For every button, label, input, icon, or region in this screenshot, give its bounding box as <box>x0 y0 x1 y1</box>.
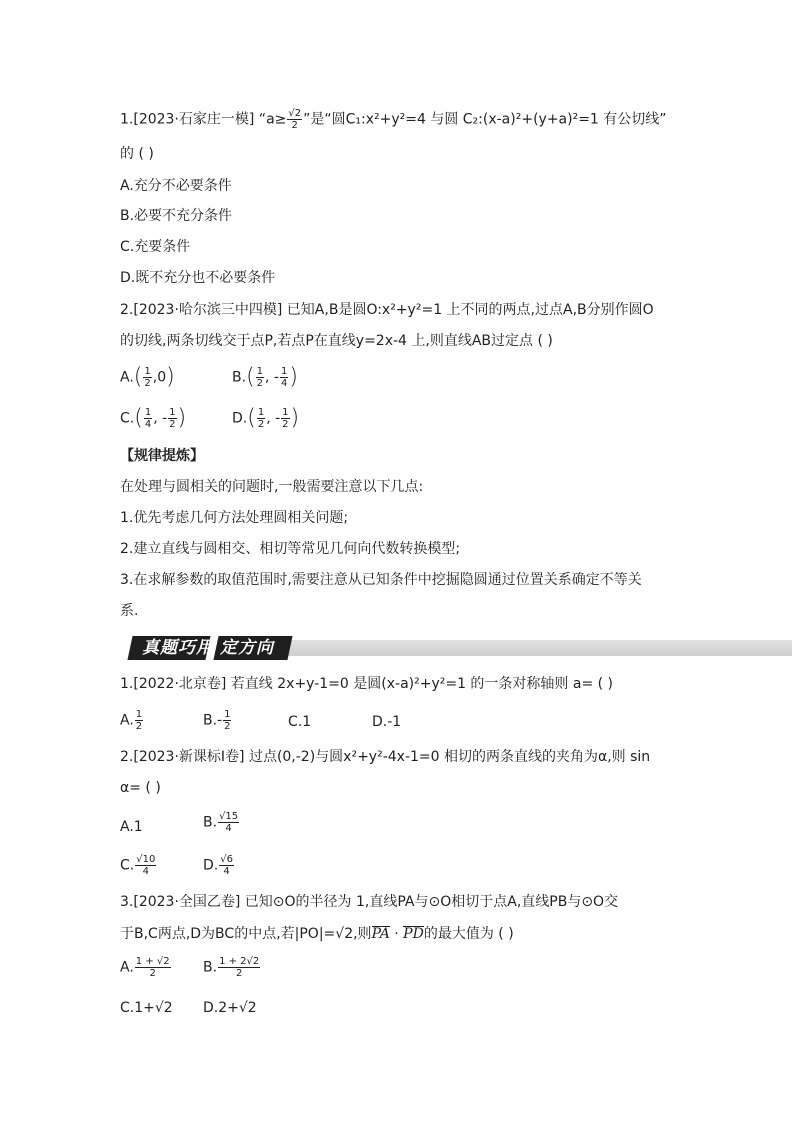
q2-opt-a-rest: ,0 <box>152 369 167 386</box>
p3-opt-a-prefix: A. <box>120 959 134 976</box>
q2-opt-c-prefix: C. <box>120 410 135 427</box>
q1-frac-num: √2 <box>288 108 302 119</box>
left-paren: ( <box>133 364 143 390</box>
p3-stem-line1: 3.[2023·全国乙卷] 已知⊙O的半径为 1,直线PA与⊙O相切于点A,直线PB与⊙O交 <box>120 894 619 910</box>
p2-opt-c-prefix: C. <box>120 857 135 874</box>
rules-intro: 在处理与圆相关的问题时,一般需要注意以下几点: <box>120 479 424 495</box>
q1-stem-line2: 的 ( ) <box>120 146 154 162</box>
q1-option-c: C.充要条件 <box>120 239 191 255</box>
q1-stem-line1 <box>120 108 667 131</box>
q2-opt-c-frac1 <box>144 407 152 430</box>
frac-den: 2 <box>135 721 143 732</box>
right-paren: ) <box>289 364 298 390</box>
frac-num: 1 <box>224 709 231 720</box>
q2-stem-line1: 2.[2023·哈尔滨三中四模] 已知A,B是圆O:x²+y²=1 上不同的两点,过点A,B分别作圆O <box>120 302 654 318</box>
frac-den: 2 <box>235 968 243 979</box>
q2-opt-a-prefix: A. <box>120 369 134 386</box>
p2-option-c <box>120 854 157 877</box>
p1-opt-b-prefix: B.- <box>203 712 223 729</box>
frac-num: 1 <box>169 407 176 418</box>
q2-opt-a-frac <box>143 366 151 389</box>
p1-option-c: C.1 <box>288 714 312 730</box>
frac-den: 2 <box>256 378 264 389</box>
q1-option-d: D.既不充分也不必要条件 <box>120 270 276 286</box>
p3-option-c: C.1+√2 <box>120 1000 173 1016</box>
q2-opt-d-prefix: D. <box>232 410 248 427</box>
q2-opt-d-frac1 <box>257 407 265 430</box>
frac-num: 1 + 2√2 <box>219 956 260 967</box>
vector-pd: PD <box>403 926 424 942</box>
section-banner <box>120 636 792 660</box>
banner-left-text: 真题巧用 <box>142 638 214 658</box>
q2-opt-b-sep: , - <box>265 369 279 386</box>
right-paren: ) <box>177 405 187 431</box>
q2-opt-d-sep: , - <box>266 410 281 427</box>
p2-opt-d-prefix: D. <box>203 857 219 874</box>
frac-den: 2 <box>282 419 289 430</box>
p3-stem-part-b: 的最大值为 ( ) <box>423 926 514 942</box>
frac-num: 1 <box>256 366 264 377</box>
frac-num: √10 <box>136 854 156 865</box>
q1-option-b: B.必要不充分条件 <box>120 208 233 224</box>
rules-item-1: 1.优先考虑几何方法处理圆相关问题; <box>120 510 349 526</box>
p2-option-d <box>203 854 235 877</box>
left-paren: ( <box>134 405 143 431</box>
p3-opt-b-prefix: B. <box>203 959 218 976</box>
frac-den: 4 <box>142 866 149 877</box>
q2-option-c <box>120 407 186 430</box>
p2-stem-line1: 2.[2023·新课标Ⅰ卷] 过点(0,-2)与圆x²+y²-4x-1=0 相切的两条直线的夹角为α,则 sin <box>120 749 651 765</box>
q2-option-b <box>232 366 298 389</box>
q2-option-a <box>120 366 175 389</box>
q1-fraction <box>287 108 302 131</box>
p3-opt-b-frac <box>218 956 260 979</box>
p2-option-a: A.1 <box>120 819 143 835</box>
frac-num: 1 <box>280 366 288 377</box>
banner-bar <box>270 640 792 656</box>
p2-opt-b-frac <box>218 811 239 834</box>
q2-opt-c-frac2 <box>168 407 176 430</box>
p1-option-d: D.-1 <box>372 714 402 730</box>
q1-stem-part-a: 1.[2023·石家庄一模] “a≥ <box>120 111 287 128</box>
right-paren: ) <box>166 364 175 390</box>
p2-stem-line2: α= ( ) <box>120 780 161 796</box>
p1-stem: 1.[2022·北京卷] 若直线 2x+y-1=0 是圆(x-a)²+y²=1 的一条对称轴则 a= ( ) <box>120 676 614 692</box>
frac-num: 1 <box>144 366 151 377</box>
banner-right-text: 定方向 <box>220 638 274 658</box>
rules-item-2: 2.建立直线与圆相交、相切等常见几何向代数转换模型; <box>120 541 461 557</box>
q2-opt-b-frac2 <box>280 366 288 389</box>
right-paren: ) <box>290 405 300 431</box>
frac-num: √6 <box>220 854 233 865</box>
vector-pa: PA <box>371 926 390 942</box>
frac-num: 1 <box>282 407 289 418</box>
frac-num: 1 + √2 <box>135 956 170 967</box>
q1-option-a: A.充分不必要条件 <box>120 178 232 194</box>
rules-item-3a: 3.在求解参数的取值范围时,需要注意从已知条件中挖掘隐圆通过位置关系确定不等关 <box>120 572 642 588</box>
p2-option-b <box>203 811 240 834</box>
dot-operator: · <box>389 926 404 942</box>
left-paren: ( <box>247 405 256 431</box>
rules-heading: 【规律提炼】 <box>120 448 204 464</box>
p2-opt-d-frac <box>219 854 234 877</box>
p1-opt-a-frac <box>135 709 143 732</box>
rules-item-3b: 系. <box>120 603 139 619</box>
frac-den: 4 <box>144 419 152 430</box>
frac-den: 4 <box>280 378 288 389</box>
q2-opt-b-prefix: B. <box>232 369 247 386</box>
frac-den: 2 <box>144 378 151 389</box>
p3-option-d: D.2+√2 <box>203 1000 257 1016</box>
p3-option-a <box>120 956 172 979</box>
frac-den: 2 <box>257 419 265 430</box>
frac-num: 1 <box>257 407 265 418</box>
q1-frac-den: 2 <box>291 120 298 131</box>
p1-option-a <box>120 709 144 732</box>
q2-stem-line2: 的切线,两条切线交于点P,若点P在直线y=2x-4 上,则直线AB过定点 ( ) <box>120 333 553 349</box>
frac-den: 2 <box>169 419 176 430</box>
p1-opt-b-frac <box>223 709 231 732</box>
p3-opt-a-frac <box>135 956 171 979</box>
p3-option-b <box>203 956 261 979</box>
q2-option-d <box>232 407 299 430</box>
p2-opt-b-prefix: B. <box>203 814 218 831</box>
p1-opt-a-prefix: A. <box>120 712 134 729</box>
p1-option-b <box>203 709 232 732</box>
q2-opt-c-sep: , - <box>153 410 168 427</box>
frac-den: 2 <box>149 968 156 979</box>
frac-den: 2 <box>224 721 231 732</box>
frac-den: 4 <box>225 823 232 834</box>
frac-num: 1 <box>135 709 143 720</box>
frac-num: 1 <box>144 407 152 418</box>
frac-den: 4 <box>223 866 230 877</box>
q2-opt-b-frac1 <box>256 366 264 389</box>
q1-stem-part-b: ”是“圆C₁:x²+y²=4 与圆 C₂:(x-a)²+(y+a)²=1 有公切线” <box>303 111 667 128</box>
p3-stem-part-a: 于B,C两点,D为BC的中点,若|PO|=√2,则 <box>120 926 372 942</box>
frac-num: √15 <box>219 811 239 822</box>
p3-stem-line2 <box>120 924 514 944</box>
p2-opt-c-frac <box>135 854 156 877</box>
q2-opt-d-frac2 <box>281 407 289 430</box>
left-paren: ( <box>246 364 255 390</box>
